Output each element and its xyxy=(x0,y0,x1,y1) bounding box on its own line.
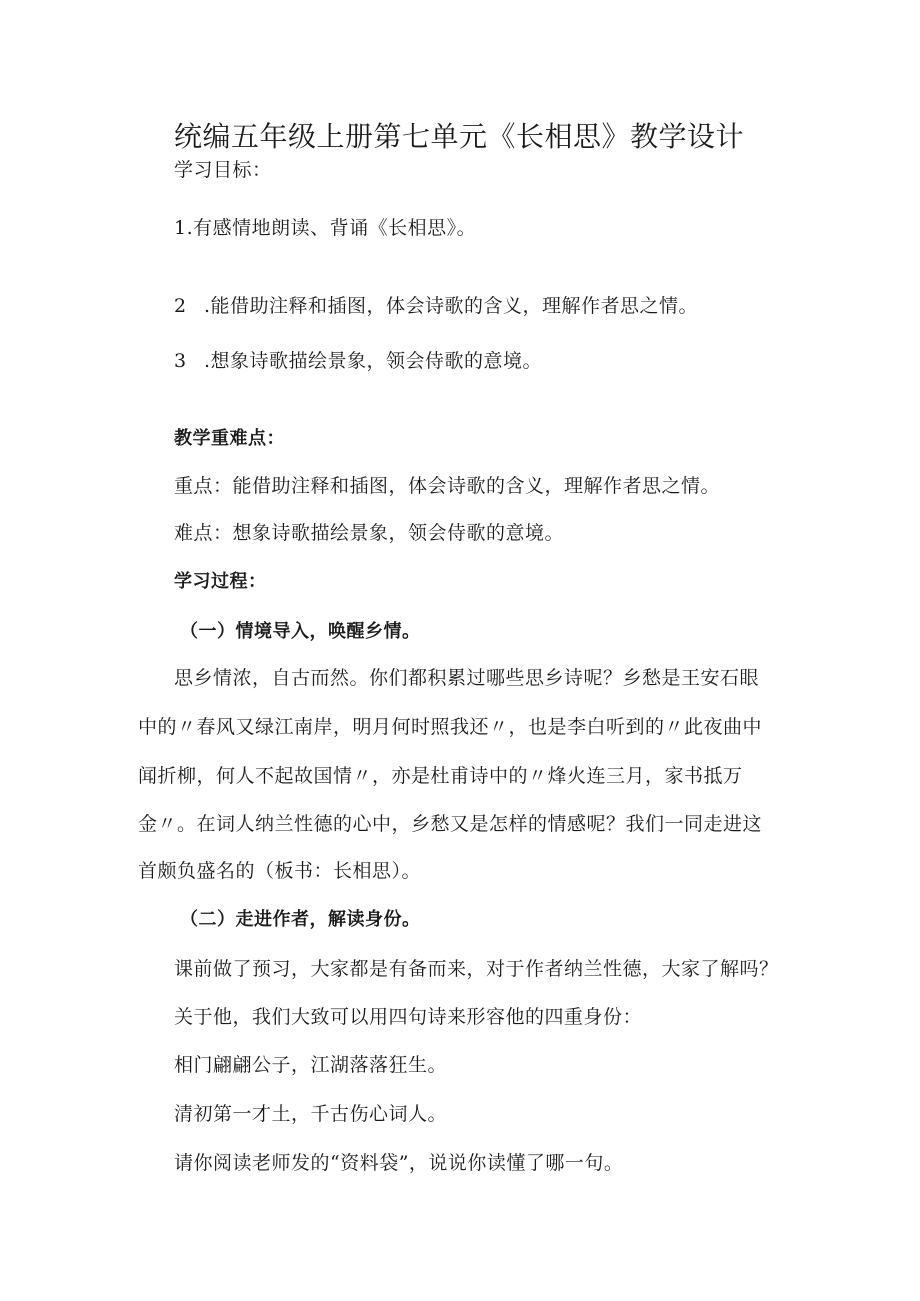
section-1-paragraph-line: 金〃。在词人纳兰性德的心中，乡愁又是怎样的情感呢？我们一同走进这 xyxy=(138,813,763,835)
section-1-heading: （一）情境导入，唤醒乡情。 xyxy=(180,621,421,642)
section-1-paragraph-line: 首颇负盛名的（板书：长相思）。 xyxy=(138,860,422,882)
objective-item-3 xyxy=(174,349,542,373)
objective-item-2 xyxy=(174,294,698,318)
objectives-heading: 学习目标： xyxy=(174,159,272,181)
section-1-paragraph-line: 闻折柳，何人不起故国情〃，亦是杜甫诗中的〃烽火连三月，家书抵万 xyxy=(138,765,743,787)
section-2-paragraph-line: 请你阅读老师发的“资料袋”，说说你读懂了哪一句。 xyxy=(174,1152,624,1174)
section-2-heading: （二）走进作者，解读身份。 xyxy=(180,909,421,930)
key-point-difficulty: 难点：想象诗歌描绘景象，领会侍歌的意境。 xyxy=(174,522,565,544)
section-2-paragraph-line: 课前做了预习，大家都是有备而来，对于作者纳兰性德，大家了解吗？ xyxy=(174,958,779,980)
objective-text: 有感情地朗读、背诵《长相思》。 xyxy=(193,217,477,239)
key-points-heading: 教学重难点： xyxy=(174,428,285,449)
process-heading: 学习过程： xyxy=(174,571,267,592)
section-1-paragraph-line: 中的〃春风又绿江南岸，明月何时照我还〃，也是李白听到的〃此夜曲中 xyxy=(138,716,763,738)
section-2-paragraph-line: 关于他，我们大致可以用四句诗来形容他的四重身份： xyxy=(174,1006,643,1028)
section-2-paragraph-line: 清初第一才土，千古伤心词人。 xyxy=(174,1103,448,1125)
section-2-paragraph-line: 相门翩翩公子，江湖落落狂生。 xyxy=(174,1054,448,1076)
objective-number: 1. xyxy=(174,217,194,239)
key-point-focus: 重点：能借助注释和插图，体会诗歌的含义，理解作者思之情。 xyxy=(174,475,721,497)
page-title: 统编五年级上册第七单元《长相思》教学设计 xyxy=(174,120,745,153)
section-1-paragraph-line: 思乡情浓，自古而然。你们都积累过哪些思乡诗呢？乡愁是王安石眼 xyxy=(174,667,760,689)
objective-number: 2 xyxy=(174,295,187,317)
objective-text: .能借助注释和插图，体会诗歌的含义，理解作者思之情。 xyxy=(204,295,699,317)
objective-number: 3 xyxy=(174,350,187,372)
objective-item-1 xyxy=(174,216,476,240)
objective-text: .想象诗歌描绘景象，领会侍歌的意境。 xyxy=(204,350,543,372)
